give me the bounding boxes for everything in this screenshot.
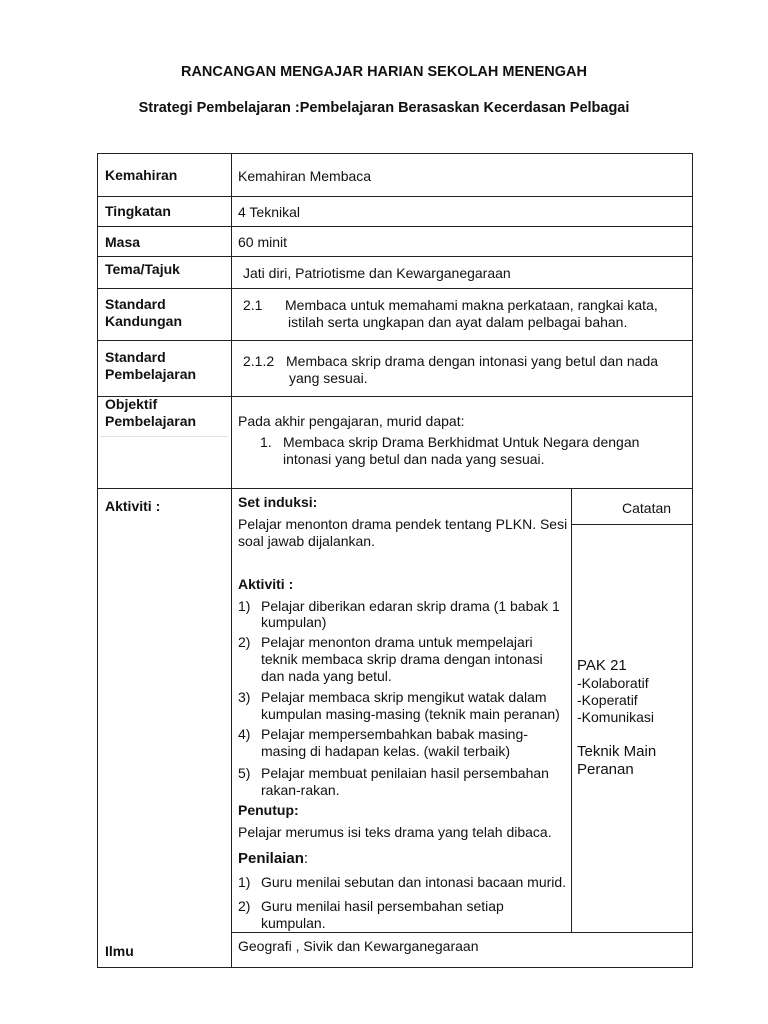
activity-item-line: kumpulan masing-masing (teknik main peranan) — [261, 706, 560, 722]
penilaian-item-line: Guru menilai sebutan dan intonasi bacaan murid. — [261, 874, 567, 890]
activity-item-number: 1) — [238, 598, 251, 614]
document-subtitle: Strategi Pembelajaran :Pembelajaran Berasaskan Kecerdasan Pelbagai — [138, 100, 630, 116]
row-divider — [97, 226, 693, 227]
standard-pembelajaran-number: 2.1.2 — [243, 353, 275, 369]
activity-item-line: masing di hadapan kelas. (wakil terbaik) — [261, 743, 511, 759]
row-label-objektif-2: Pembelajaran — [105, 413, 197, 429]
catatan-header-divider — [571, 524, 693, 525]
row-label-tingkatan: Tingkatan — [105, 203, 171, 219]
catatan-column-divider — [571, 488, 572, 933]
activity-item-number: 2) — [238, 634, 251, 650]
activity-item-line: Pelajar membuat penilaian hasil persembahan — [261, 765, 549, 781]
penilaian-item-line: Guru menilai hasil persembahan setiap — [261, 898, 504, 914]
row-label-masa: Masa — [105, 234, 141, 250]
penilaian-item-number: 2) — [238, 898, 251, 914]
standard-kandungan-number: 2.1 — [243, 297, 263, 313]
activity-item-line: teknik membaca skrip drama dengan intonasi — [261, 651, 543, 667]
penilaian-colon: : — [303, 850, 309, 867]
penilaian-item-line: kumpulan. — [261, 915, 326, 931]
activity-item-line: rakan-rakan. — [261, 782, 340, 798]
penilaian-item-number: 1) — [238, 874, 251, 890]
set-induksi-line1: Pelajar menonton drama pendek tentang PLKN. Sesi — [238, 516, 568, 532]
activity-item-number: 3) — [238, 689, 251, 705]
catatan-line: -Kolaboratif — [577, 675, 649, 691]
activity-item-line: kumpulan) — [261, 614, 327, 630]
row-divider — [97, 256, 693, 257]
row-label-standard-kandungan-2: Kandungan — [105, 313, 182, 329]
document-title: RANCANGAN MENGAJAR HARIAN SEKOLAH MENENGAH — [180, 64, 587, 80]
activity-item-line: Pelajar diberikan edaran skrip drama (1 babak 1 — [261, 598, 560, 614]
row-divider — [97, 196, 693, 197]
table-border-right — [692, 153, 693, 968]
objektif-intro: Pada akhir pengajaran, murid dapat: — [238, 413, 465, 429]
row-label-kemahiran: Kemahiran — [105, 167, 178, 183]
faint-divider — [100, 436, 228, 437]
aktiviti-heading: Aktiviti : — [238, 576, 294, 592]
row-label-aktiviti: Aktiviti : — [105, 498, 161, 514]
row-label-standard-pembelajaran-2: Pembelajaran — [105, 366, 197, 382]
activity-item-line: dan nada yang betul. — [261, 668, 392, 684]
catatan-heading: Catatan — [622, 500, 672, 516]
row-value-tema: Jati diri, Patriotisme dan Kewarganegaraan — [243, 265, 511, 281]
activity-item-number: 4) — [238, 726, 251, 742]
table-border-left — [97, 153, 98, 968]
row-label-objektif-1: Objektif — [105, 396, 158, 412]
catatan-line: -Komunikasi — [577, 709, 655, 725]
objektif-item-line1: Membaca skrip Drama Berkhidmat Untuk Negara dengan — [283, 434, 640, 450]
standard-pembelajaran-line2: yang sesuai. — [289, 370, 368, 386]
row-value-tingkatan: 4 Teknikal — [238, 204, 301, 220]
row-divider — [97, 288, 693, 289]
activity-item-line: Pelajar membaca skrip mengikut watak dalam — [261, 689, 547, 705]
standard-pembelajaran-line1: Membaca skrip drama dengan intonasi yang betul dan nada — [286, 353, 659, 369]
row-divider — [97, 488, 693, 489]
row-label-ilmu: Ilmu — [105, 943, 134, 959]
penutup-heading: Penutup: — [238, 802, 299, 818]
activity-item-line: Pelajar menonton drama untuk mempelajari — [261, 634, 533, 650]
set-induksi-line2: soal jawab dijalankan. — [238, 533, 375, 549]
table-border-bottom — [97, 967, 693, 968]
objektif-item-line2: intonasi yang betul dan nada yang sesuai. — [283, 451, 545, 467]
row-label-tema: Tema/Tajuk — [105, 261, 180, 277]
standard-kandungan-line1: Membaca untuk memahami makna perkataan, rangkai kata, — [285, 297, 658, 313]
row-divider — [97, 396, 693, 397]
penutup-text: Pelajar merumus isi teks drama yang telah dibaca. — [238, 824, 552, 840]
row-value-ilmu: Geografi , Sivik dan Kewarganegaraan — [238, 938, 479, 954]
catatan-teknik-line1: Teknik Main — [577, 743, 657, 760]
row-divider — [97, 340, 693, 341]
objektif-item-number: 1. — [260, 434, 272, 450]
set-induksi-heading: Set induksi: — [238, 494, 318, 510]
row-divider — [231, 932, 693, 933]
standard-kandungan-line2: istilah serta ungkapan dan ayat dalam pelbagai bahan. — [288, 314, 628, 330]
row-value-kemahiran: Kemahiran Membaca — [238, 168, 372, 184]
row-label-standard-pembelajaran-1: Standard — [105, 349, 166, 365]
penilaian-heading: Penilaian — [238, 850, 304, 867]
activity-item-line: Pelajar mempersembahkan babak masing- — [261, 726, 528, 742]
row-label-standard-kandungan-1: Standard — [105, 296, 166, 312]
catatan-line: PAK 21 — [577, 657, 627, 674]
activity-item-number: 5) — [238, 765, 251, 781]
label-column-divider — [231, 153, 232, 968]
catatan-teknik-line2: Peranan — [577, 761, 634, 778]
catatan-line: -Koperatif — [577, 692, 638, 708]
table-border-top — [97, 153, 693, 154]
row-value-masa: 60 minit — [238, 234, 288, 250]
penilaian-heading-line — [238, 850, 308, 867]
